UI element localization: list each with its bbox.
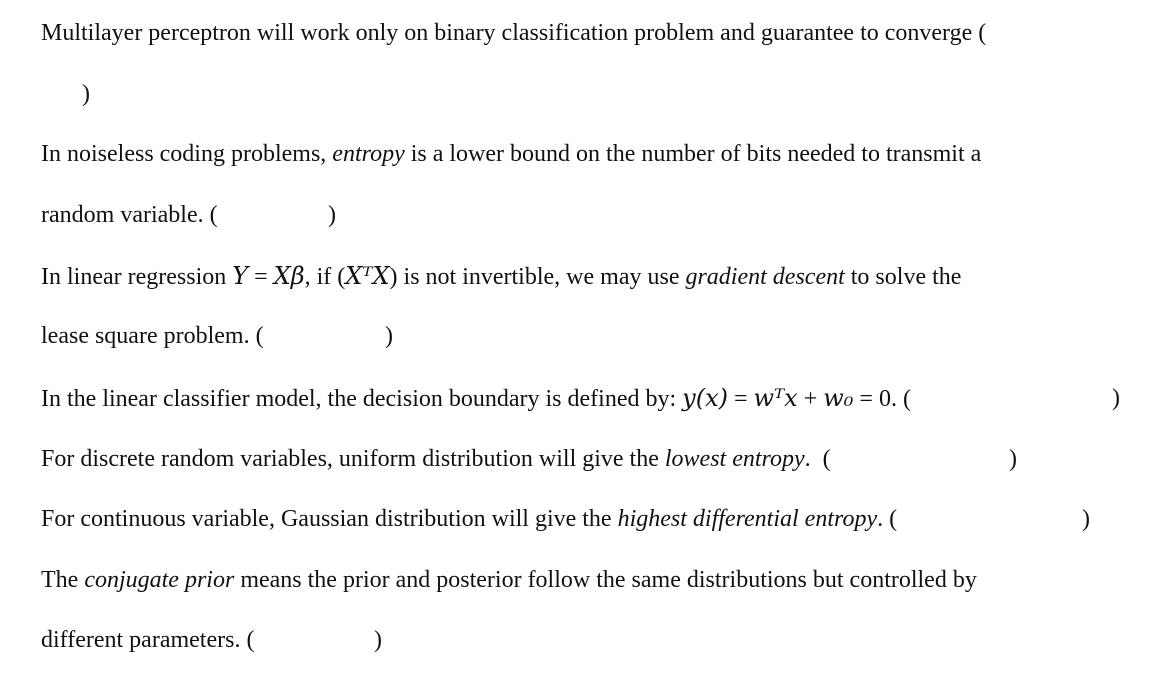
- question-1-text: [41, 19, 986, 47]
- q3-text-d: ) is not invertible, we may use: [389, 264, 686, 290]
- q1-text-a: Multilayer perceptron will work only on binary classification problem and guarantee to converge (: [41, 20, 987, 46]
- question-5-text: [41, 445, 831, 473]
- q6-term-highest-differential-entropy: highest differential entropy: [617, 506, 878, 532]
- q1-answer-close: ): [82, 81, 90, 107]
- q4-text-b: =: [727, 386, 754, 412]
- q2-answer-close: ): [328, 202, 336, 228]
- q4-math-w0: w₀: [823, 384, 854, 412]
- q3-answer-close: ): [385, 323, 393, 349]
- question-7-text-line2: [41, 626, 254, 654]
- q3-math-xbeta: Xβ: [273, 262, 305, 290]
- q3-text-c: , if (: [304, 264, 346, 290]
- q2-term-entropy: entropy: [332, 141, 405, 167]
- q7-answer-close: ): [374, 627, 382, 653]
- q3-text-a: In linear regression: [41, 264, 233, 290]
- q3-text-b: =: [248, 264, 274, 290]
- q6-text-b: . (: [877, 506, 898, 532]
- q3-line2-text: lease square problem. (: [41, 323, 264, 349]
- q2-text-a: In noiseless coding problems,: [41, 141, 333, 167]
- q4-answer-close: ): [1112, 385, 1120, 411]
- q6-text-a: For continuous variable, Gaussian distribution will give the: [41, 506, 618, 532]
- question-7-text: [41, 566, 977, 594]
- question-3-text-line2: [41, 322, 264, 350]
- q7-text-b: means the prior and posterior follow the same distributions but controlled by: [234, 567, 977, 593]
- q2-text-b: is a lower bound on the number of bits needed to transmit a: [404, 141, 982, 167]
- q5-answer-close: ): [1009, 446, 1017, 472]
- question-4-text: [41, 384, 911, 413]
- q6-answer-close: ): [1082, 506, 1090, 532]
- q5-term-lowest-entropy: lowest entropy: [664, 446, 805, 472]
- question-6-text: [41, 505, 897, 533]
- question-2-text-line2: [41, 201, 218, 229]
- q7-line2-text: different parameters. (: [41, 627, 255, 653]
- question-3-text: [41, 262, 961, 291]
- q3-term-gradient-descent: gradient descent: [685, 264, 845, 290]
- q3-math-xtx: XᵀX: [345, 262, 390, 290]
- q3-text-e: to solve the: [844, 264, 962, 290]
- q4-text-a: In the linear classifier model, the decision boundary is defined by:: [41, 386, 683, 412]
- q4-math-wtx: wᵀx: [753, 384, 798, 412]
- q4-text-d: = 0. (: [853, 386, 911, 412]
- q4-math-yx: y(x): [682, 384, 728, 412]
- q3-math-y: Y: [232, 262, 249, 290]
- q2-line2-text: random variable. (: [41, 202, 218, 228]
- q5-text-b: . (: [804, 446, 831, 472]
- q4-text-c: +: [797, 386, 824, 412]
- question-2-text: [41, 140, 981, 168]
- q7-text-a: The: [41, 567, 85, 593]
- q7-term-conjugate-prior: conjugate prior: [84, 567, 235, 593]
- q5-text-a: For discrete random variables, uniform distribution will give the: [41, 446, 665, 472]
